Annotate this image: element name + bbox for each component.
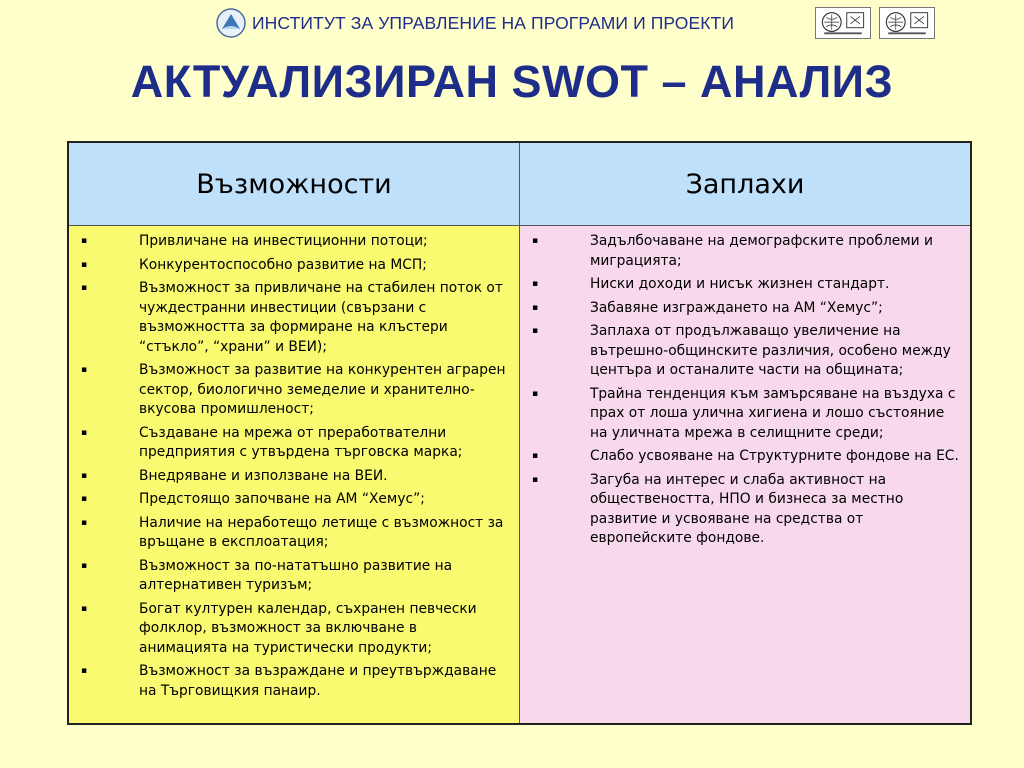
opportunity-item bbox=[79, 232, 509, 252]
opportunities-cell bbox=[68, 226, 520, 725]
certification-badge-icon bbox=[879, 7, 935, 39]
threat-item-text: Трайна тенденция към замърсяване на въздуха с прах от лоша улична хигиена и лошо състояние на уличната мрежа в селищните среди; bbox=[590, 385, 956, 441]
square-bullet-icon: ▪ bbox=[532, 388, 539, 399]
opportunity-item-text: Възможност за привличане на стабилен поток от чуждестранни инвестиции (свързани с възможността за формиране на клъстери “стъкло”, “храни” и ВЕИ); bbox=[139, 280, 503, 355]
square-bullet-icon: ▪ bbox=[81, 560, 88, 571]
institute-header bbox=[216, 6, 734, 40]
square-bullet-icon: ▪ bbox=[81, 666, 88, 676]
square-bullet-icon: ▪ bbox=[81, 517, 88, 528]
opportunity-item bbox=[79, 467, 509, 487]
threats-header: Заплахи bbox=[520, 142, 972, 226]
square-bullet-icon: ▪ bbox=[532, 474, 539, 485]
opportunities-header: Възможности bbox=[68, 142, 520, 226]
threat-item bbox=[530, 322, 960, 381]
opportunity-item-text: Възможност за по-нататъшно развитие на алтернативен туризъм; bbox=[139, 557, 453, 593]
square-bullet-icon: ▪ bbox=[81, 470, 88, 481]
threat-item-text: Заплаха от продължаващо увеличение на вътрешно-общинските различия, особено между центъра и останалите части на общината; bbox=[590, 323, 951, 378]
threat-item-text: Задълбочаване на демографските проблеми и миграцията; bbox=[590, 233, 933, 269]
opportunity-item bbox=[79, 600, 509, 659]
opportunity-item bbox=[79, 279, 509, 357]
square-bullet-icon: ▪ bbox=[81, 603, 88, 614]
square-bullet-icon: ▪ bbox=[532, 279, 539, 289]
square-bullet-icon: ▪ bbox=[81, 259, 88, 270]
threat-item bbox=[530, 447, 960, 467]
certification-badge-icon bbox=[815, 7, 871, 39]
threat-item-text: Слабо усвояване на Структурните фондове на ЕС. bbox=[590, 448, 959, 464]
square-bullet-icon: ▪ bbox=[81, 365, 88, 375]
opportunity-item-text: Привличане на инвестиционни потоци; bbox=[139, 233, 428, 249]
square-bullet-icon: ▪ bbox=[532, 451, 539, 461]
threat-item bbox=[530, 275, 960, 295]
square-bullet-icon: ▪ bbox=[532, 236, 539, 246]
opportunity-item-text: Възможност за развитие на конкурентен аграрен сектор, биологично земеделие и хранително-вкусова промишленост; bbox=[139, 362, 506, 417]
opportunity-item-text: Внедряване и използване на ВЕИ. bbox=[139, 467, 388, 484]
slide-title: АКТУАЛИЗИРАН SWOT – АНАЛИЗ bbox=[130, 56, 894, 107]
opportunity-item-text: Създаване на мрежа от преработвателни предприятия с утвърдена търговска марка; bbox=[139, 424, 463, 460]
threats-cell bbox=[520, 226, 972, 725]
opportunity-item-text: Наличие на неработещо летище с възможност за връщане в експлоатация; bbox=[139, 514, 504, 550]
opportunity-item bbox=[79, 490, 509, 510]
opportunity-item-text: Предстоящо започване на АМ “Хемус”; bbox=[139, 491, 425, 507]
institute-name: ИНСТИТУТ ЗА УПРАВЛЕНИЕ НА ПРОГРАМИ И ПРОЕКТИ bbox=[252, 12, 735, 33]
threat-item bbox=[530, 232, 960, 271]
square-bullet-icon: ▪ bbox=[81, 494, 88, 504]
opportunity-item-text: Възможност за възраждане и преутвърждаване на Търговищкия панаир. bbox=[139, 663, 497, 699]
opportunities-list bbox=[79, 232, 509, 701]
threats-list bbox=[530, 232, 960, 549]
threat-item bbox=[530, 385, 960, 444]
opportunity-item bbox=[79, 256, 509, 276]
opportunity-item bbox=[79, 662, 509, 701]
square-bullet-icon: ▪ bbox=[532, 302, 539, 313]
opportunity-item bbox=[79, 361, 509, 420]
opportunity-item bbox=[79, 557, 509, 596]
square-bullet-icon: ▪ bbox=[532, 326, 539, 336]
opportunity-item bbox=[79, 424, 509, 463]
threat-item bbox=[530, 471, 960, 549]
threat-item-text: Загуба на интерес и слаба активност на обществеността, НПО и бизнеса за местно развитие и усвояване на средства от европейските фондове. bbox=[590, 471, 904, 546]
opportunity-item bbox=[79, 514, 509, 553]
square-bullet-icon: ▪ bbox=[81, 236, 88, 246]
threat-item-text: Забавяне изграждането на АМ “Хемус”; bbox=[590, 299, 883, 316]
opportunity-item-text: Конкурентоспособно развитие на МСП; bbox=[139, 256, 427, 273]
square-bullet-icon: ▪ bbox=[81, 427, 88, 438]
threat-item-text: Ниски доходи и нисък жизнен стандарт. bbox=[590, 276, 890, 292]
opportunity-item-text: Богат културен календар, съхранен певчески фолклор, възможност за включване в анимацията на туристически продукти; bbox=[139, 600, 477, 656]
swot-table bbox=[67, 141, 972, 725]
threat-item bbox=[530, 299, 960, 319]
triangle-logo-icon bbox=[216, 8, 246, 38]
square-bullet-icon: ▪ bbox=[81, 283, 88, 293]
